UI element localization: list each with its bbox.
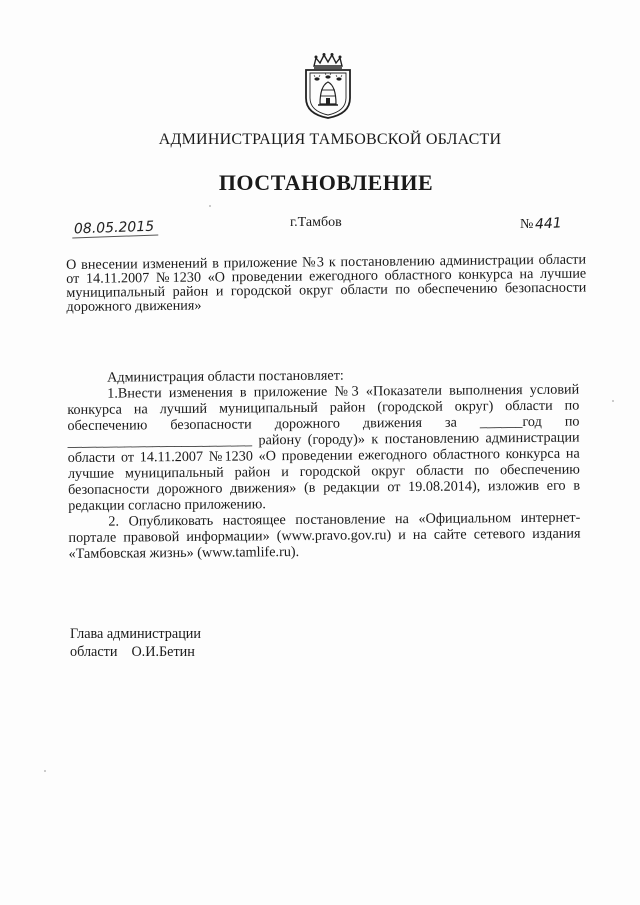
handwritten-date: 08.05.2015 bbox=[72, 219, 159, 239]
scan-speck bbox=[612, 400, 614, 402]
document-type-heading: ПОСТАНОВЛЕНИЕ bbox=[218, 170, 434, 195]
document-number bbox=[520, 216, 562, 233]
signatory-title-line2: области bbox=[70, 644, 118, 660]
signatory-name: О.И.Бетин bbox=[131, 644, 195, 660]
document-body bbox=[67, 366, 581, 562]
signatory-title-line1: Глава администрации bbox=[70, 626, 201, 642]
city-name: г.Тамбов bbox=[290, 215, 342, 230]
scan-speck bbox=[44, 770, 46, 772]
scan-speck bbox=[209, 205, 211, 207]
handwritten-number: 441 bbox=[534, 215, 563, 233]
organization-title: АДМИНИСТРАЦИЯ ТАМБОВСКОЙ ОБЛАСТИ bbox=[158, 131, 502, 148]
coat-of-arms-emblem bbox=[300, 52, 356, 120]
item-1-paragraph: 1.Внести изменения в приложение №3 «Показатели выполнения условий конкурса на лучший муниципальный район (городской округ) области по обеспечению безопасности дорожного движения за ______год по __________________________ району (городу)» к постановлению администрации области от 14.11.2007 №1230 «О проведении ежегодного областного конкурса на лучшие муниципальный район и городской округ области по обеспечению безопасности дорожного движения» (в редакции от 19.08.2014), изложив его в редакции согласно приложению. bbox=[67, 381, 581, 514]
number-sign: № bbox=[520, 217, 534, 232]
preamble-paragraph: Администрация области постановляет: bbox=[106, 367, 344, 386]
document-subject: О внесении изменений в приложение №3 к постановлению администрации области от 14.11.2007 №1230 «О проведении ежегодного областного конкурса на лучшие муниципальный район и городской округ области по обеспечению безопасности дорожного движения» bbox=[65, 251, 587, 315]
item-2-paragraph: 2. Опубликовать настоящее постановление на «Официальном интернет-портале правовой информации» (www.pravo.gov.ru) и на сайте сетевого издания «Тамбовская жизнь» (www.tamlife.ru). bbox=[68, 509, 581, 562]
signature-block bbox=[70, 625, 201, 661]
signatory-row bbox=[70, 643, 201, 661]
